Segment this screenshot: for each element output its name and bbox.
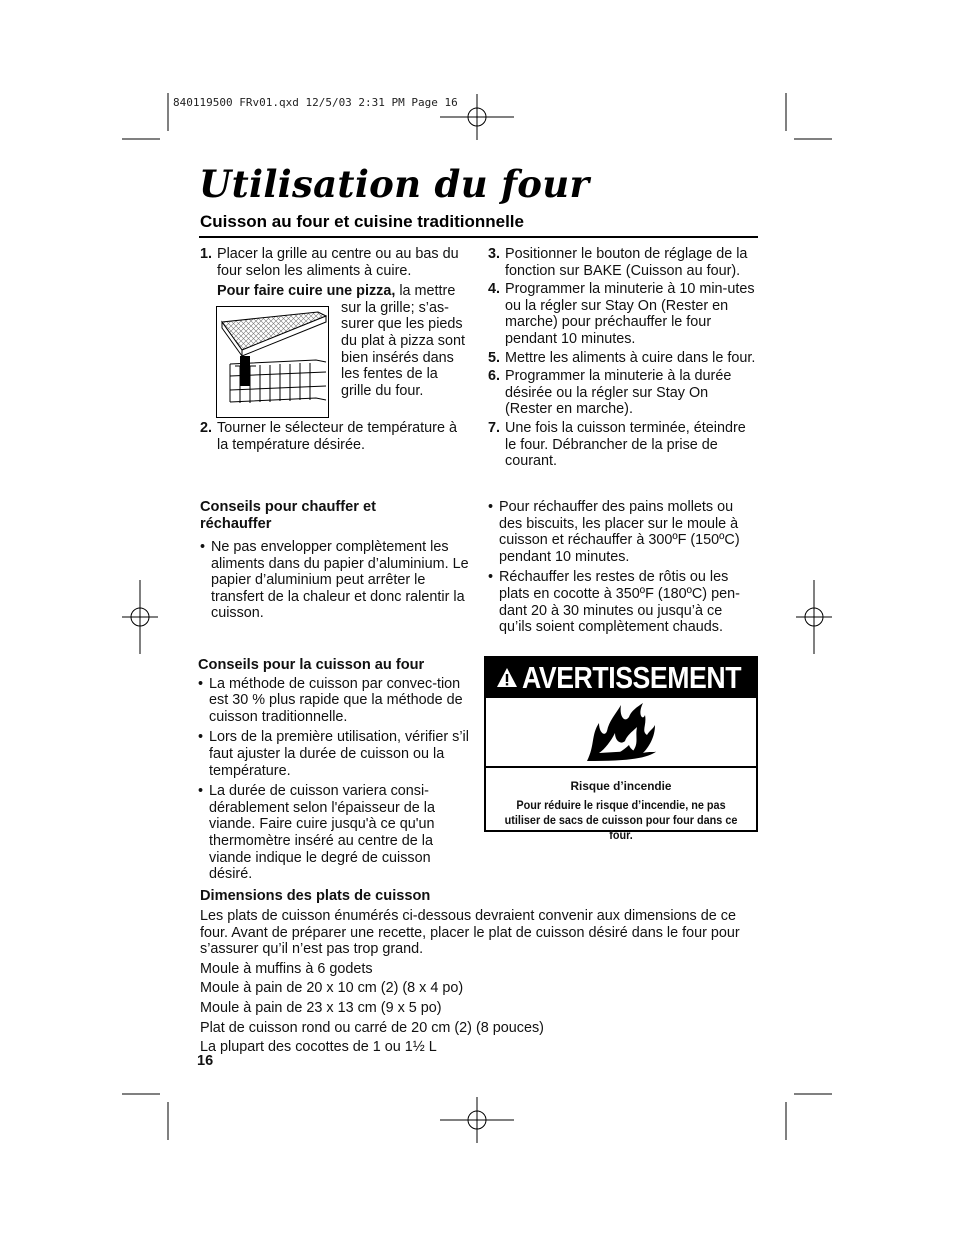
- list-item: Moule à pain de 20 x 10 cm (2) (8 x 4 po): [200, 980, 464, 997]
- page-title: Utilisation du four: [199, 162, 590, 206]
- warning-header: [486, 658, 756, 698]
- warning-text: [486, 768, 756, 847]
- step-1: [200, 246, 472, 300]
- list-item: • Lors de la première utilisation, vérifier s’il faut ajuster la durée de cuisson ou la température.: [198, 729, 473, 779]
- reheat-heading: Conseils pour chauffer et réchauffer: [200, 499, 376, 532]
- list-item: La plupart des cocottes de 1 ou 1½ L: [200, 1039, 437, 1056]
- step-text: Une fois la cuisson terminée, éteindre le four. Débrancher de la prise de courant.: [505, 419, 746, 470]
- list-item: • La méthode de cuisson par convec-tion est 30 % plus rapide que la méthode de cuisson traditionnelle.: [198, 676, 473, 726]
- page-number: 16: [197, 1053, 214, 1069]
- list-item: Moule à muffins à 6 godets: [200, 960, 373, 977]
- list-item: • Pour réchauffer des pains mollets ou des biscuits, les placer sur le moule à cuisson et réchauffer à 300ºF (150ºC) pendant 10 minutes.: [488, 499, 758, 565]
- warning-instruction: Pour réduire le risque d’incendie, ne pas utiliser de sacs de cuisson pour four dans ce four.: [504, 798, 738, 842]
- step-6: [488, 368, 758, 418]
- list-item: • Réchauffer les restes de rôtis ou les plats en cocotte à 350ºF (180ºC) pen-dant 20 à 30 minutes ou jusqu’à ce qu’ils soient complètement chauds.: [488, 569, 758, 635]
- step-text: Mettre les aliments à cuire dans le four.: [505, 349, 756, 366]
- step-5: [488, 350, 758, 367]
- fire-icon: [585, 701, 657, 763]
- warning-image: [486, 698, 756, 768]
- step-3: [488, 246, 758, 279]
- step-number: 1.: [200, 246, 213, 262]
- bake-tips: [198, 657, 473, 887]
- pizza-text-first: la mettre: [395, 283, 456, 300]
- section-divider: [199, 236, 758, 238]
- step-text: Tourner le sélecteur de température à la température désirée.: [217, 420, 457, 453]
- step-number: 2.: [200, 420, 213, 437]
- warning-hazard: Risque d’incendie: [570, 779, 672, 793]
- pizza-text-wrap: sur la grille; s’as-surer que les pieds du plat à pizza sont bien insérés dans les fentes de la grille du four.: [341, 299, 465, 399]
- step-number: 7.: [488, 419, 501, 436]
- step-number: 5.: [488, 349, 501, 366]
- left-steps: [200, 246, 472, 454]
- step-text: Programmer la minuterie à 10 min-utes ou la régler sur Stay On (Rester en marche) pour préchauffer le four pendant 10 minutes.: [505, 281, 755, 347]
- list-item: Moule à pain de 23 x 13 cm (9 x 5 po): [200, 999, 442, 1016]
- step-number: 6.: [488, 368, 501, 385]
- section-heading: Cuisson au four et cuisine traditionnelle: [200, 212, 524, 231]
- warning-box: [484, 656, 758, 842]
- pizza-label: Pour faire cuire une pizza,: [217, 283, 396, 300]
- step-4: [488, 281, 758, 347]
- pizza-first-line: [217, 283, 472, 300]
- dimensions-intro: Les plats de cuisson énumérés ci-dessous devraient convenir aux dimensions de ce four. Avant de préparer une recette, placer le plat de cuisson désiré dans le four pour s’assurer qu’il n’est pas trop grand.: [200, 908, 740, 958]
- step-text: Programmer la minuterie à la durée désirée ou la régler sur Stay On (Rester en marche).: [505, 368, 732, 418]
- warning-triangle-icon: [496, 667, 518, 689]
- warning-title: AVERTISSEMENT: [522, 660, 742, 695]
- step-text: Placer la grille au centre ou au bas du four selon les aliments à cuire.: [217, 246, 459, 279]
- step-number: 4.: [488, 281, 501, 298]
- right-steps-list: [488, 246, 758, 470]
- reheat-left: [200, 539, 472, 626]
- step-text: Positionner le bouton de réglage de la fonction sur BAKE (Cuisson au four).: [505, 246, 748, 279]
- list-item: • Ne pas envelopper complètement les aliments dans du papier d’aluminium. Le papier d’aluminium peut arrêter le transfert de la chaleur et donc ralentir la cuisson.: [200, 539, 472, 622]
- list-item: Plat de cuisson rond ou carré de 20 cm (2) (8 pouces): [200, 1019, 544, 1036]
- bake-tips-heading: Conseils pour la cuisson au four: [198, 657, 425, 673]
- right-steps: [488, 246, 758, 472]
- dimensions: [200, 908, 758, 1056]
- pizza-illustration: [216, 306, 329, 418]
- step-7: [488, 420, 758, 470]
- step-2: [200, 420, 472, 453]
- reheat-right: [488, 499, 758, 640]
- print-slug: 840119500 FRv01.qxd 12/5/03 2:31 PM Page 16: [173, 96, 458, 109]
- step-number: 3.: [488, 246, 501, 262]
- dimensions-heading: Dimensions des plats de cuisson: [200, 888, 431, 904]
- list-item: • La durée de cuisson variera consi-dérablement selon l'épaisseur de la viande. Faire cuire jusqu'à ce qu'un thermomètre inséré au centre de la viande indique le degré de cuisson désiré.: [198, 783, 473, 883]
